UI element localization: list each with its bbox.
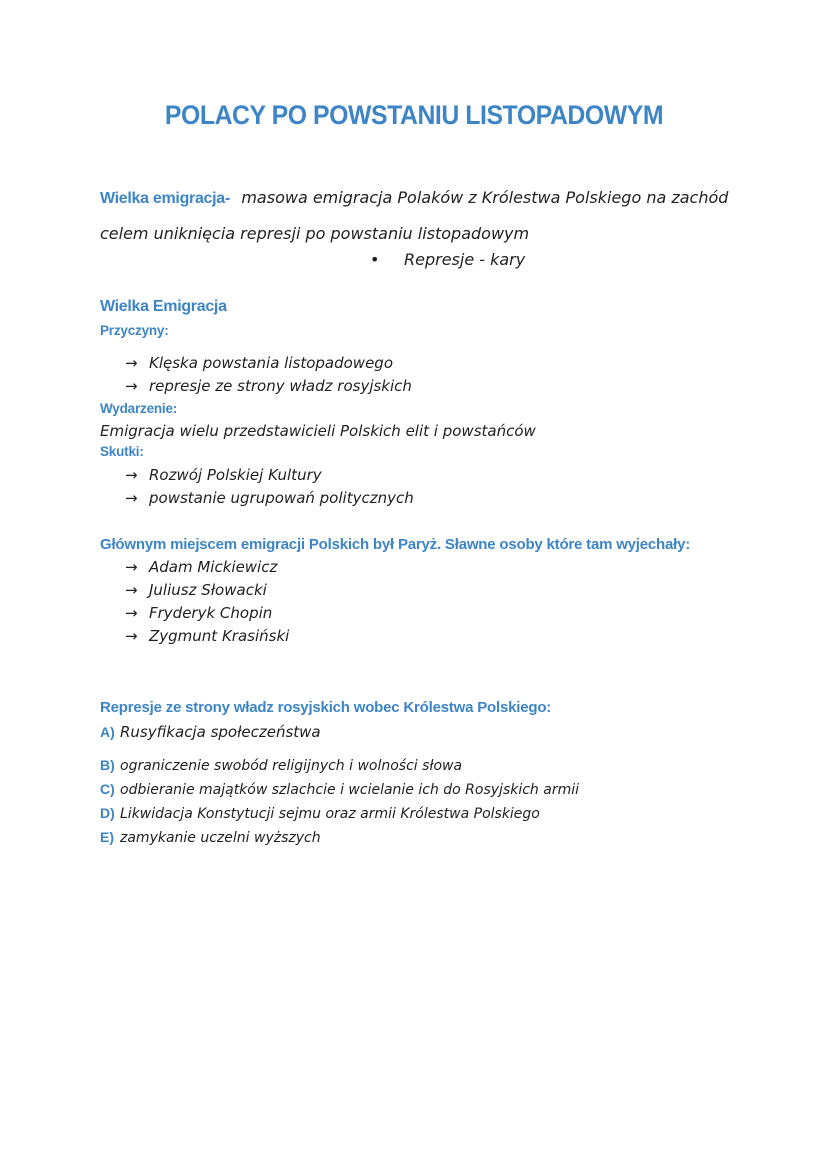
item-letter: B) [100,757,115,773]
list-item [100,723,321,741]
list-item [125,377,412,395]
arrow-right-icon: → [125,489,138,507]
page-title: POLACY PO POWSTANIU LISTOPADOWYM [164,100,664,130]
person-name: Zygmunt Krasiński [149,627,290,645]
causes-label: Przyczyny: [100,323,169,338]
intro-definition: masowa emigracja Polaków z Królestwa Polskiego na zachód [241,188,729,207]
arrow-right-icon: → [125,604,138,622]
list-item [125,581,267,599]
intro-bullet-item [370,250,525,269]
person-name: Fryderyk Chopin [149,604,273,622]
person-name: Adam Mickiewicz [149,558,278,576]
arrow-right-icon: → [125,377,138,395]
list-item [100,828,321,846]
section-heading-wielka-emigracja: Wielka Emigracja [100,298,227,315]
list-item [125,604,272,622]
item-letter: E) [100,829,114,845]
item-text: Rusyfikacja społeczeństwa [120,723,321,741]
list-item [100,804,540,822]
cause-text: Klęska powstania listopadowego [149,354,393,372]
intro-term: Wielka emigracja- [100,190,230,207]
list-item [100,756,462,774]
item-letter: C) [100,781,115,797]
item-text: ograniczenie swobód religijnych i wolności słowa [120,758,463,774]
arrow-right-icon: → [125,466,138,484]
effects-label: Skutki: [100,444,144,459]
effect-text: powstanie ugrupowań politycznych [149,489,414,507]
intro-bullet-text: Represje - kary [404,250,526,269]
section-heading-paris: Głównym miejscem emigracji Polskich był Paryż. Sławne osoby które tam wyjechały: [100,536,691,553]
effect-text: Rozwój Polskiej Kultury [149,466,322,484]
list-item [125,489,414,507]
item-text: odbieranie majątków szlachcie i wcielanie ich do Rosyjskich armii [120,782,580,798]
cause-text: represje ze strony władz rosyjskich [149,377,412,395]
arrow-right-icon: → [125,558,138,576]
item-text: zamykanie uczelni wyższych [120,830,321,846]
intro-definition-cont: celem uniknięcia represji po powstaniu listopadowym [100,224,530,243]
arrow-right-icon: → [125,581,138,599]
item-text: Likwidacja Konstytucji sejmu oraz armii Królestwa Polskiego [120,806,540,822]
list-item [125,627,289,645]
bullet-icon: • [370,250,380,269]
list-item [125,466,322,484]
person-name: Juliusz Słowacki [149,581,267,599]
intro-line-1 [100,188,728,208]
item-letter: A) [100,724,115,740]
arrow-right-icon: → [125,627,138,645]
arrow-right-icon: → [125,354,138,372]
list-item [125,354,393,372]
section-heading-repressions: Represje ze strony władz rosyjskich wobec Królestwa Polskiego: [100,699,552,716]
item-letter: D) [100,805,115,821]
event-text: Emigracja wielu przedstawicieli Polskich elit i powstańców [100,422,536,440]
list-item [125,558,277,576]
list-item [100,780,579,798]
event-label: Wydarzenie: [100,401,178,416]
